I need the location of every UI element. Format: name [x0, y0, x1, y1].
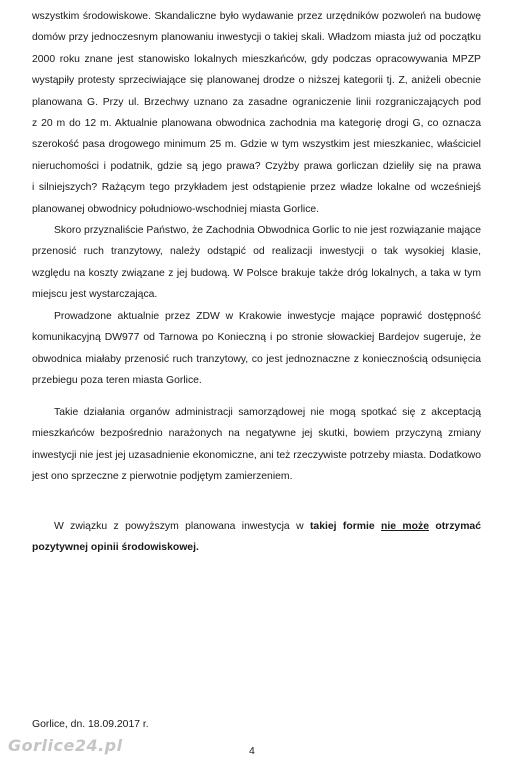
text-line: przebiegu poza teren miasta Gorlice. [32, 375, 202, 387]
page-number: 4 [249, 746, 255, 757]
conclusion-emphasis: takiej formie [309, 521, 375, 532]
text-line: Prowadzone aktualnie przez ZDW w Krakowie inwestycje mające poprawić dostępność [54, 311, 481, 322]
conclusion-verb: otrzymać [429, 521, 481, 532]
text-line: szerokość pasa drogowego minimum 25 m. Gdzie w tym wszystkim jest mieszkaniec, właściciel [32, 139, 481, 151]
conclusion-negation: nie może [381, 521, 429, 532]
text-line: Skoro przyznaliście Państwo, że Zachodnia Obwodnica Gorlic to nie jest rozwiązanie mające [54, 225, 481, 236]
paragraph-3 [32, 306, 481, 392]
text-line: jest ono sprzeczne z pierwotnie podjętym zamierzeniem. [32, 471, 293, 483]
text-line: miejscu jest wystarczająca. [32, 289, 158, 301]
text-line: mieszkańców bezpośrednio narażonych na negatywne jej skutki, bowiem przyczyną zmiany [32, 428, 481, 440]
paragraph-1 [32, 6, 481, 220]
conclusion-text: W związku z powyższym planowana inwestycja w [54, 521, 310, 532]
conclusion-line-2: pozytywnej opinii środowiskowej. [32, 542, 199, 554]
text-line: przenosić ruch tranzytowy, należy odstąpić od realizacji inwestycji o tak wysokiej klasie, [32, 246, 481, 258]
text-line: inwestycji nie jest jej uzasadnienie ekonomiczne, ani też rzeczywiste potrzeby miasta. Dodatkowo [32, 449, 481, 461]
text-line: wystąpiły protesty sprzeciwiające się planowanej drodze o niższej kategorii tj. Z, aniżeli obecnie [32, 75, 481, 87]
text-line: planowana G. Przy ul. Brzechwy uznano za zasadne ograniczenie linii rozgraniczających pod [32, 96, 481, 108]
text-line: planowanej obwodnicy południowo-wschodniej miasta Gorlice. [32, 203, 320, 215]
text-line: nieruchomości i podatnik, gdzie są jego prawa? Czyżby prawa gorliczan dzieliły się na prawa [32, 160, 481, 172]
paragraph-4 [32, 402, 481, 488]
text-line: domów przy jednoczesnym planowaniu inwestycji o takiej skali. Władzom miasta już od początku [32, 32, 481, 44]
place-date: Gorlice, dn. 18.09.2017 r. [32, 719, 149, 730]
text-line: z 20 m do 12 m. Aktualnie planowana obwodnica zachodnia ma kategorię drogi G, co oznacza [32, 117, 481, 129]
text-line: komunikacyjną DW977 od Tarnowa po Konieczną i po stronie słowackiej Bardejov sugeruje, że [32, 332, 481, 344]
text-line: wszystkim środowiskowe. Skandaliczne było wydawanie przez urzędników pozwoleń na budowę [32, 11, 481, 22]
text-line: Takie działania organów administracji samorządowej nie mogą spotkać się z akceptacją [54, 407, 481, 418]
text-line: względu na koszty związane z jej budową. W Polsce brakuje także dróg lokalnych, a taka w tym [32, 267, 481, 279]
text-line: i silniejszych? Rażącym tego przykładem jest odstąpienie przez władze lokalne od wcześniejś [32, 182, 481, 194]
watermark-logo: Gorlice24.pl [8, 736, 123, 755]
text-line: 2000 roku znane jest stanowisko lokalnych mieszkańców, gdy podczas opracowywania MPZP [32, 53, 481, 65]
paragraph-2 [32, 220, 481, 306]
conclusion-paragraph [32, 516, 481, 559]
conclusion-line [32, 516, 481, 537]
text-line: obwodnica miałaby przenosić ruch tranzytowy, co jest jednoznaczne z koniecznością odsunięcia [32, 353, 481, 365]
